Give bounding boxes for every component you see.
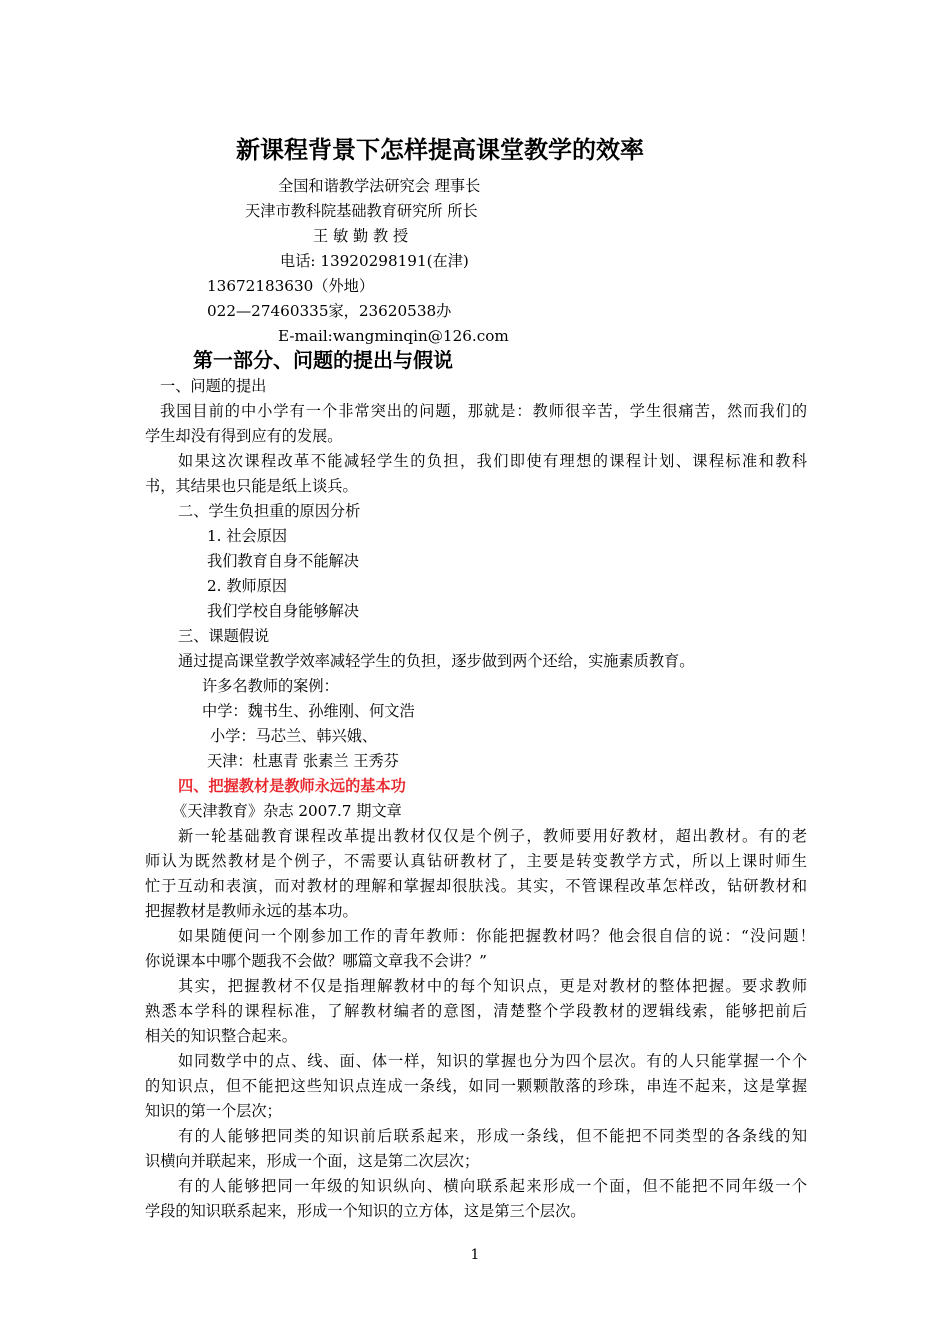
paragraph-line: 如同数学中的点、线、面、体一样，知识的掌握也分为四个层次。有的人只能掌握一个个 [178, 1052, 807, 1070]
list-item: 2. 教师原因 [207, 577, 288, 595]
paragraph-line: 学段的知识联系起来，形成一个知识的立方体，这是第三个层次。 [145, 1202, 586, 1220]
paragraph-line: 知识的第一个层次； [145, 1102, 282, 1120]
paragraph-line: 书，其结果也只能是纸上谈兵。 [145, 477, 358, 495]
paragraph-line: 熟悉本学科的课程标准，了解教材编者的意图，清楚整个学段教材的逻辑线索，能够把前后 [145, 1002, 807, 1020]
paragraph-line: 你说课本中哪个题我不会做？哪篇文章我不会讲？” [145, 952, 487, 970]
document-title: 新课程背景下怎样提高课堂教学的效率 [236, 135, 644, 164]
list-item: 中学：魏书生、孙维刚、何文浩 [202, 702, 415, 720]
paragraph-line: 通过提高课堂教学效率减轻学生的负担，逐步做到两个还给，实施素质教育。 [178, 652, 695, 670]
author-mobile: 13672183630（外地） [207, 277, 375, 295]
paragraph-line: 学生却没有得到应有的发展。 [145, 427, 343, 445]
list-item: 1. 社会原因 [207, 527, 288, 545]
paragraph-line: 如果这次课程改革不能减轻学生的负担，我们即使有理想的课程计划、课程标准和教科 [178, 452, 807, 470]
paragraph-line: 新一轮基础教育课程改革提出教材仅仅是个例子，教师要用好教材，超出教材。有的老 [178, 827, 807, 845]
paragraph-line: 我国目前的中小学有一个非常突出的问题，那就是：教师很辛苦，学生很痛苦，然而我们的 [160, 402, 807, 420]
page-number: 1 [470, 1247, 480, 1263]
author-phone: 电话: 13920298191(在津) [280, 252, 469, 270]
paragraph-line: 的知识点，但不能把这些知识点连成一条线，如同一颗颗散落的珍珠，串连不起来，这是掌握 [145, 1077, 807, 1095]
paragraph-line: 师认为既然教材是个例子，不需要认真钻研教材了，主要是转变教学方式，所以上课时师生 [145, 852, 807, 870]
paragraph-line: 识横向并联起来，形成一个面，这是第二次层次； [145, 1152, 480, 1170]
section-heading-2: 二、学生负担重的原因分析 [178, 502, 361, 520]
list-item: 小学：马芯兰、韩兴娥、 [210, 727, 378, 745]
list-item: 天津：杜惠青 张素兰 王秀芬 [207, 752, 399, 770]
author-email: E-mail:wangminqin@126.com [278, 327, 509, 345]
section-heading-1: 一、问题的提出 [160, 377, 267, 395]
paragraph-line: 其实，把握教材不仅是指理解教材中的每个知识点，更是对教材的整体把握。要求教师 [178, 977, 807, 995]
author-office-phone: 022—27460335家，23620538办 [207, 302, 452, 320]
author-name: 王 敏 勤 教 授 [313, 227, 409, 245]
section-heading-4: 四、把握教材是教师永远的基本功 [178, 777, 406, 795]
list-item: 我们教育自身不能解决 [207, 552, 359, 570]
section-heading-3: 三、课题假说 [178, 627, 270, 645]
paragraph-line: 忙于互动和表演，而对教材的理解和掌握却很肤浅。其实，不管课程改革怎样改，钻研教材和 [145, 877, 807, 895]
list-item: 我们学校自身能够解决 [207, 602, 359, 620]
paragraph-line: 有的人能够把同类的知识前后联系起来，形成一条线，但不能把不同类型的各条线的知 [178, 1127, 807, 1145]
paragraph-line: 把握教材是教师永远的基本功。 [145, 902, 358, 920]
author-affiliation-1: 全国和谐教学法研究会 理事长 [278, 177, 481, 195]
paragraph-line: 相关的知识整合起来。 [145, 1027, 297, 1045]
paragraph-line: 如果随便问一个刚参加工作的青年教师：你能把握教材吗？他会很自信的说：“没问题！ [178, 927, 815, 945]
list-item: 许多名教师的案例： [202, 677, 339, 695]
paragraph-line: 有的人能够把同一年级的知识纵向、横向联系起来形成一个面，但不能把不同年级一个 [178, 1177, 807, 1195]
source-citation: 《天津教育》杂志 2007.7 期文章 [172, 802, 402, 820]
part-heading: 第一部分、问题的提出与假说 [193, 348, 453, 372]
author-affiliation-2: 天津市教科院基础教育研究所 所长 [245, 202, 478, 220]
